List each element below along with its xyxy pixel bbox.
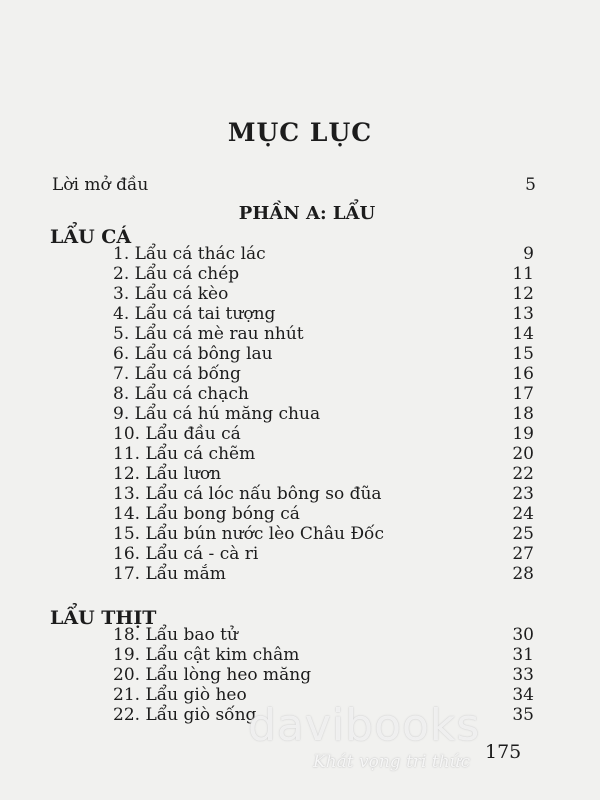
toc-entry-page: 22 [512, 464, 534, 484]
toc-entry-page: 25 [512, 524, 534, 544]
toc-entry [113, 324, 534, 344]
toc-entry-page: 20 [512, 444, 534, 464]
toc-entry-label: 11. Lẩu cá chẽm [113, 444, 256, 464]
toc-entry-page: 12 [512, 284, 534, 304]
toc-entry [113, 304, 534, 324]
toc-intro-row [52, 175, 536, 197]
toc-entry-page: 15 [512, 344, 534, 364]
toc-entry-page: 23 [512, 484, 534, 504]
toc-entry-page: 34 [512, 685, 534, 705]
toc-entry-label: 7. Lẩu cá bống [113, 364, 241, 384]
toc-entry-label: 2. Lẩu cá chép [113, 264, 240, 284]
toc-list-lau-ca [113, 244, 534, 584]
toc-entry-label: 15. Lẩu bún nước lèo Châu Đốc [113, 524, 384, 544]
toc-entry [113, 564, 534, 584]
toc-entry-label: 14. Lẩu bong bóng cá [113, 504, 300, 524]
toc-entry-page: 16 [512, 364, 534, 384]
toc-entry [113, 344, 534, 364]
watermark-brand: davibooks [248, 700, 481, 751]
toc-entry-page: 14 [512, 324, 534, 344]
toc-entry [113, 504, 534, 524]
toc-entry [113, 464, 534, 484]
toc-entry-label: 17. Lẩu mắm [113, 564, 226, 584]
toc-entry-label: 21. Lẩu giò heo [113, 685, 247, 705]
toc-entry [113, 645, 534, 665]
toc-entry-label: 3. Lẩu cá kèo [113, 284, 229, 304]
toc-entry-page: 5 [525, 175, 536, 195]
toc-entry-label: 20. Lẩu lòng heo măng [113, 665, 312, 685]
toc-entry [113, 384, 534, 404]
toc-entry-label: 5. Lẩu cá mè rau nhút [113, 324, 304, 344]
toc-entry [113, 484, 534, 504]
section-title-lau-thit: LẨU THỊT [50, 607, 157, 629]
toc-entry-page: 11 [512, 264, 534, 284]
toc-entry-label: 6. Lẩu cá bông lau [113, 344, 273, 364]
toc-entry [113, 665, 534, 685]
toc-entry-label: 1. Lẩu cá thác lác [113, 244, 266, 264]
toc-entry-page: 30 [512, 625, 534, 645]
toc-entry-label: 19. Lẩu cật kim châm [113, 645, 300, 665]
toc-entry-page: 33 [512, 665, 534, 685]
toc-entry-label: 13. Lẩu cá lóc nấu bông so đũa [113, 484, 382, 504]
page-title: MỤC LỤC [227, 118, 373, 147]
toc-entry [113, 404, 534, 424]
toc-entry-page: 31 [512, 645, 534, 665]
toc-entry-page: 9 [523, 244, 534, 264]
toc-entry-label: 4. Lẩu cá tai tượng [113, 304, 276, 324]
toc-entry-label: 8. Lẩu cá chạch [113, 384, 249, 404]
part-heading: PHẦN A: LẨU [238, 203, 376, 224]
toc-entry [113, 625, 534, 645]
toc-entry-label: Lời mở đầu [52, 175, 149, 195]
toc-entry [113, 444, 534, 464]
toc-entry [113, 524, 534, 544]
toc-entry-label: 9. Lẩu cá hú măng chua [113, 404, 321, 424]
toc-entry-page: 27 [512, 544, 534, 564]
toc-entry-page: 17 [512, 384, 534, 404]
toc-entry-page: 35 [512, 705, 534, 725]
toc-entry-label: 16. Lẩu cá - cà ri [113, 544, 259, 564]
toc-entry [113, 544, 534, 564]
toc-entry-page: 18 [512, 404, 534, 424]
toc-entry [113, 244, 534, 264]
toc-entry [113, 424, 534, 444]
toc-entry-label: 22. Lẩu giò sống [113, 705, 257, 725]
toc-entry-label: 12. Lẩu lươn [113, 464, 222, 484]
watermark-tagline: Khát vọng tri thức [313, 752, 471, 772]
toc-entry [113, 364, 534, 384]
toc-entry [113, 284, 534, 304]
toc-entry [113, 264, 534, 284]
section-title-lau-ca: LẨU CÁ [50, 226, 132, 248]
toc-entry-label: 18. Lẩu bao tử [113, 625, 238, 645]
toc-entry-page: 28 [512, 564, 534, 584]
toc-entry-page: 19 [512, 424, 534, 444]
toc-entry-label: 10. Lẩu đầu cá [113, 424, 241, 444]
toc-entry-page: 24 [512, 504, 534, 524]
toc-entry-page: 13 [512, 304, 534, 324]
page-number: 175 [485, 741, 522, 763]
